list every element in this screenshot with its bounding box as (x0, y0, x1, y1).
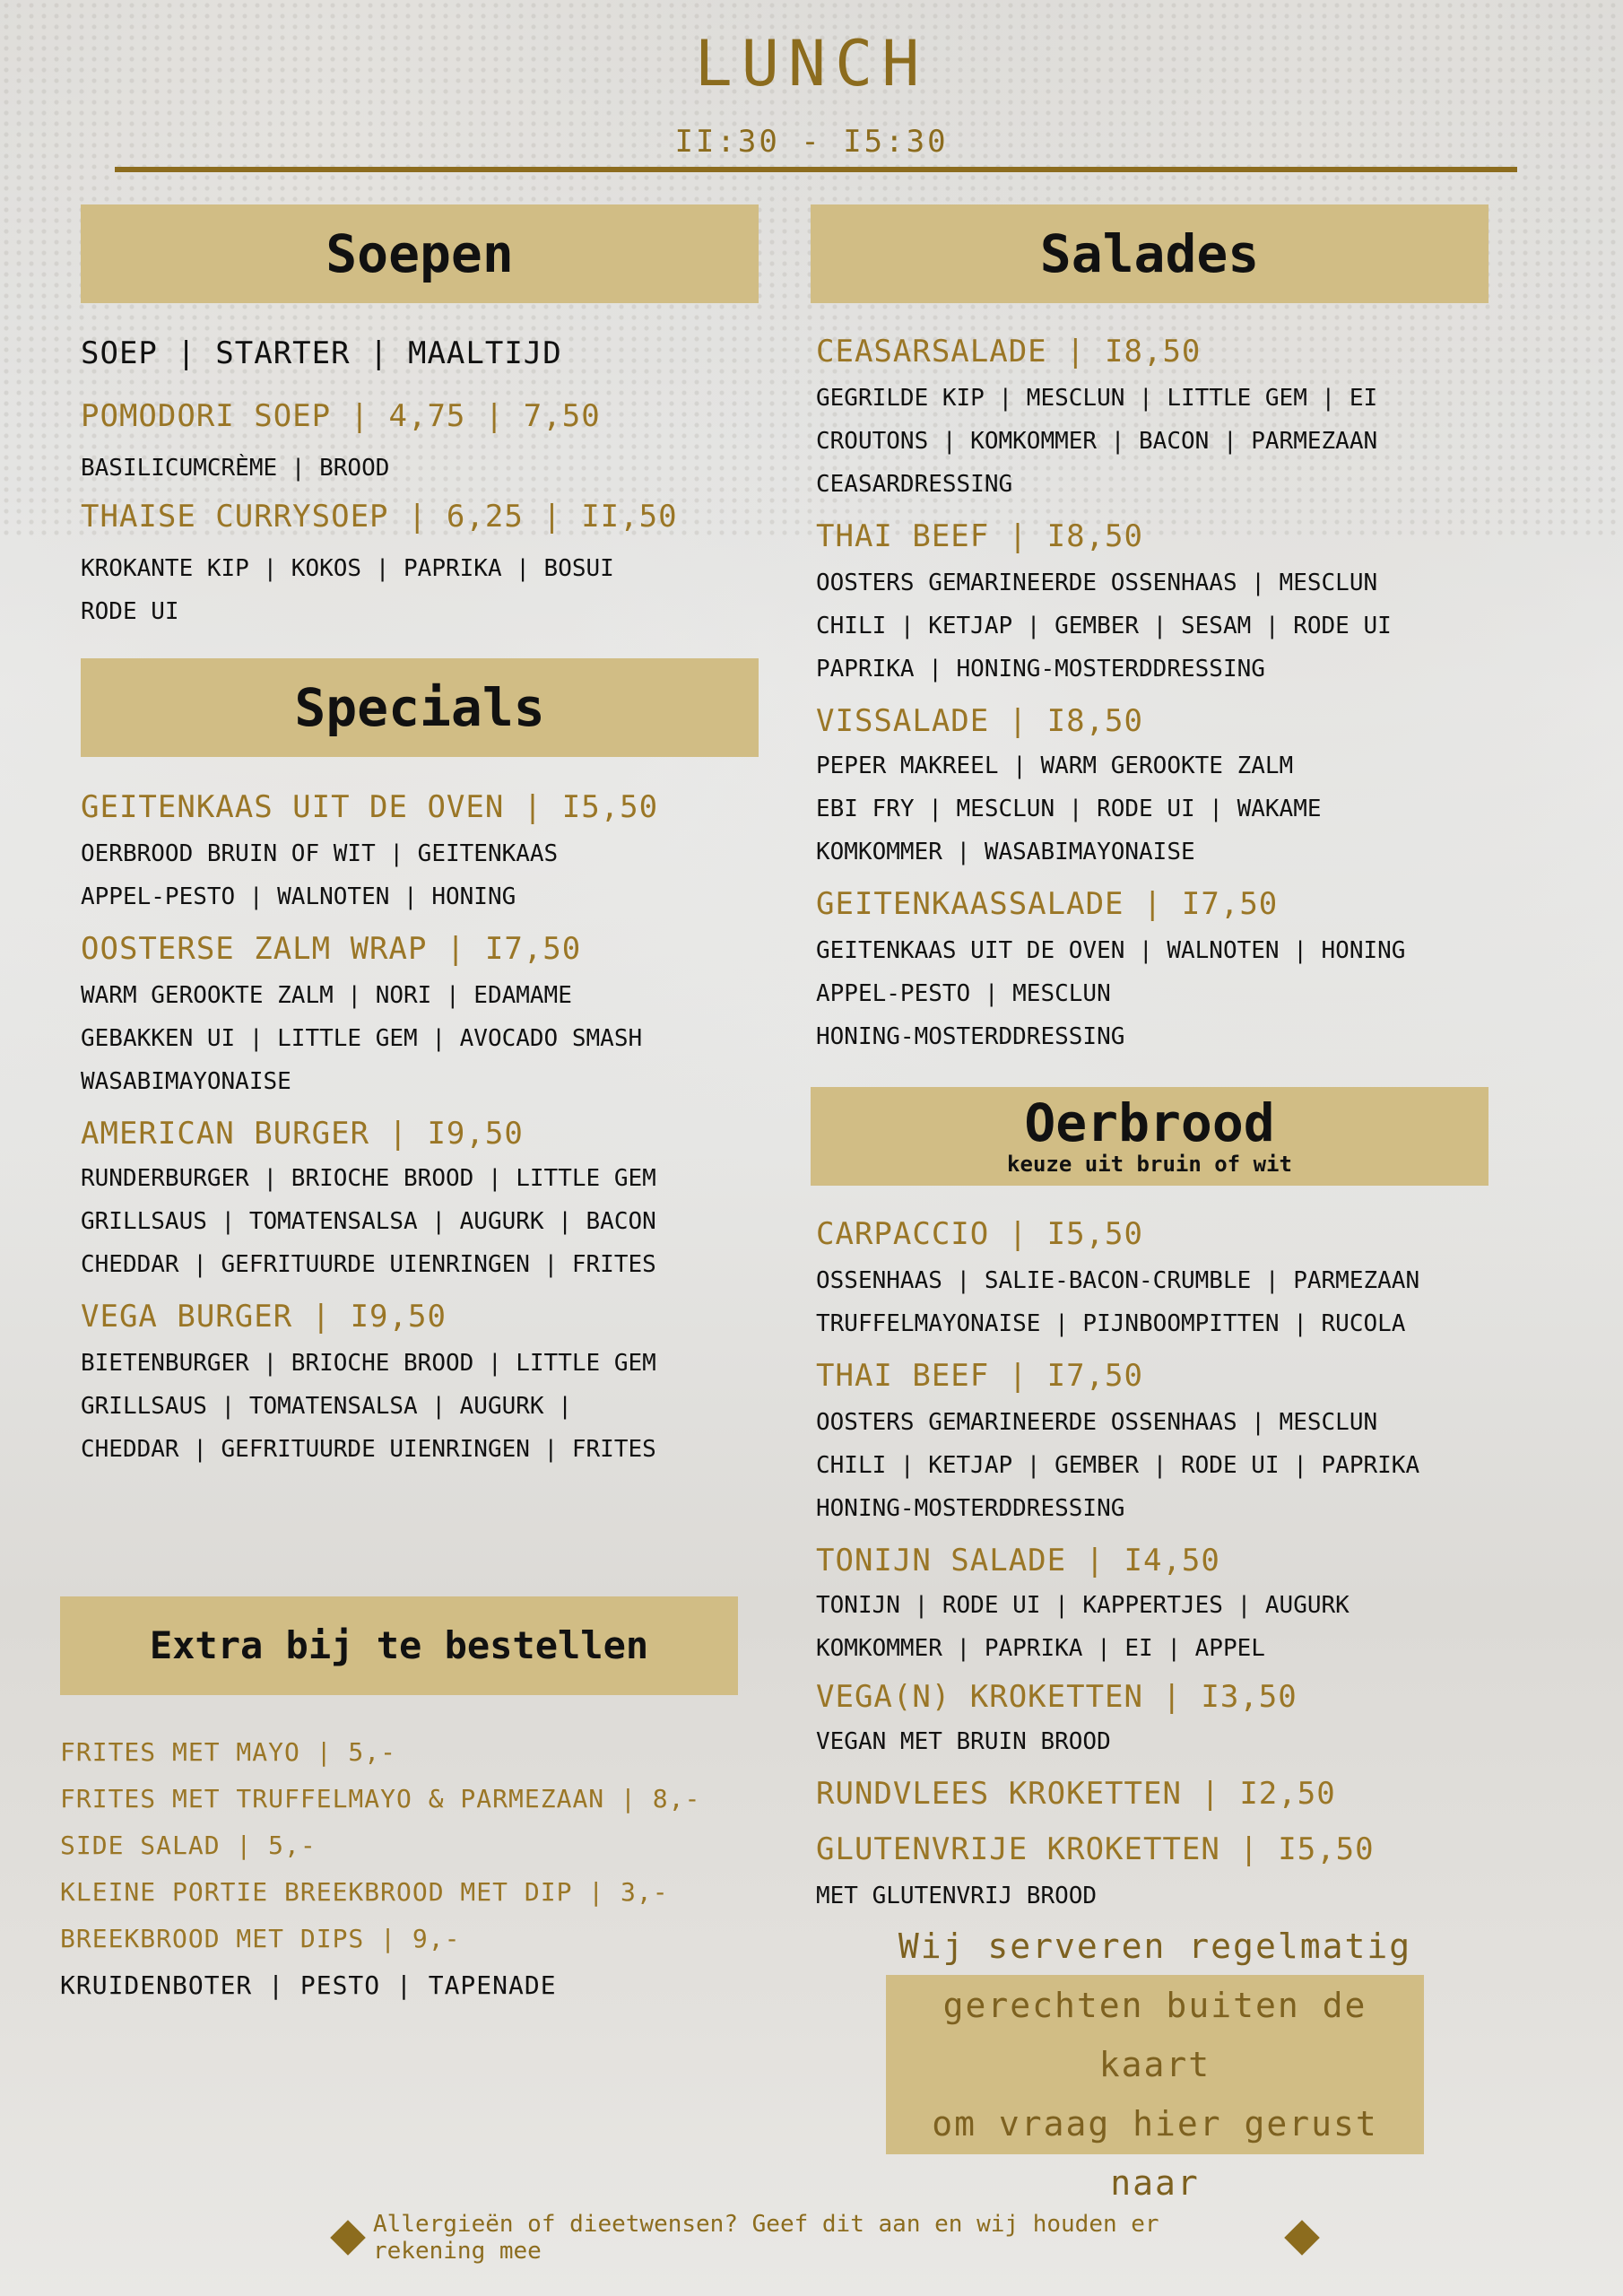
specials-banner (81, 658, 759, 757)
allergy-footer (323, 2211, 1327, 2265)
menu-item-title: OOSTERSE ZALM WRAP | I7,50 (81, 931, 582, 967)
menu-item-desc: CEASARDRESSING (816, 471, 1013, 498)
menu-item-desc: BASILICUMCRÈME | BROOD (81, 455, 390, 482)
menu-item-title: POMODORI SOEP | 4,75 | 7,50 (81, 398, 601, 434)
page-title: LUNCH (694, 27, 929, 100)
extra-item: FRITES MET MAYO | 5,- (60, 1737, 397, 1767)
menu-item-title: GLUTENVRIJE KROKETTEN | I5,50 (816, 1831, 1375, 1867)
menu-item-desc: KROKANTE KIP | KOKOS | PAPRIKA | BOSUI (81, 555, 614, 582)
menu-item-desc: APPEL-PESTO | WALNOTEN | HONING (81, 883, 516, 910)
menu-item-title: CEASARSALADE | I8,50 (816, 334, 1202, 370)
menu-item-desc: OSSENHAAS | SALIE-BACON-CRUMBLE | PARMEZAAN (816, 1267, 1420, 1294)
menu-item-title: CARPACCIO | I5,50 (816, 1216, 1143, 1252)
menu-item-title: TONIJN SALADE | I4,50 (816, 1543, 1220, 1578)
diamond-icon (1284, 2220, 1320, 2256)
menu-item-desc: OOSTERS GEMARINEERDE OSSENHAAS | MESCLUN (816, 570, 1378, 596)
menu-item-desc: GEITENKAAS UIT DE OVEN | WALNOTEN | HONING (816, 937, 1406, 964)
menu-item-title: THAISE CURRYSOEP | 6,25 | II,50 (81, 499, 678, 535)
menu-item-desc: APPEL-PESTO | MESCLUN (816, 980, 1111, 1007)
extra-dips-list: KRUIDENBOTER | PESTO | TAPENADE (60, 1970, 557, 2000)
menu-item-desc: WARM GEROOKTE ZALM | NORI | EDAMAME (81, 982, 572, 1009)
note-line: gerechten buiten de kaart (942, 1986, 1367, 2084)
menu-item-desc: GRILLSAUS | TOMATENSALSA | AUGURK | BACON (81, 1208, 656, 1235)
menu-item-desc: CHILI | KETJAP | GEMBER | SESAM | RODE UI (816, 613, 1392, 639)
menu-item-title: THAI BEEF | I8,50 (816, 518, 1143, 554)
menu-item-title: THAI BEEF | I7,50 (816, 1358, 1143, 1394)
menu-item-desc: MET GLUTENVRIJ BROOD (816, 1883, 1098, 1909)
salades-heading: Salades (1039, 223, 1260, 284)
soepen-heading: Soepen (325, 223, 514, 284)
menu-item-title: GEITENKAASSALADE | I7,50 (816, 886, 1279, 922)
menu-item-title: VEGA(N) KROKETTEN | I3,50 (816, 1679, 1298, 1715)
extra-banner (60, 1596, 738, 1695)
specials-heading: Specials (294, 677, 545, 738)
menu-item-desc: OERBROOD BRUIN OF WIT | GEITENKAAS (81, 840, 559, 867)
menu-item-title: GEITENKAAS UIT DE OVEN | I5,50 (81, 789, 659, 825)
menu-item-desc: VEGAN MET BRUIN BROOD (816, 1728, 1111, 1755)
menu-item-title: VISSALADE | I8,50 (816, 703, 1143, 739)
extra-item: KLEINE PORTIE BREEKBROOD MET DIP | 3,- (60, 1877, 669, 1907)
diamond-icon (330, 2220, 366, 2256)
menu-item-desc: PEPER MAKREEL | WARM GEROOKTE ZALM (816, 752, 1294, 779)
menu-item-desc: TRUFFELMAYONAISE | PIJNBOOMPITTEN | RUCOLA (816, 1310, 1406, 1337)
opening-hours: II:30 - I5:30 (674, 124, 949, 160)
menu-item-desc: CHEDDAR | GEFRITUURDE UIENRINGEN | FRITES (81, 1251, 656, 1278)
oerbrood-subheading: keuze uit bruin of wit (1007, 1151, 1292, 1177)
soepen-banner (81, 204, 759, 303)
footer-text: Allergieën of dieetwensen? Geef dit aan en wij houden er rekening mee (373, 2211, 1159, 2265)
note-line: om vraag hier gerust naar (932, 2104, 1378, 2203)
menu-item-title: AMERICAN BURGER | I9,50 (81, 1116, 524, 1152)
menu-item-title: RUNDVLEES KROKETTEN | I2,50 (816, 1776, 1336, 1812)
menu-item-desc: EBI FRY | MESCLUN | RODE UI | WAKAME (816, 796, 1322, 822)
title-divider (115, 167, 1517, 172)
menu-item-desc: CHILI | KETJAP | GEMBER | RODE UI | PAPRIKA (816, 1452, 1420, 1479)
menu-item-desc: HONING-MOSTERDDRESSING (816, 1495, 1125, 1522)
menu-item-desc: HONING-MOSTERDDRESSING (816, 1023, 1125, 1050)
menu-item-desc: CROUTONS | KOMKOMMER | BACON | PARMEZAAN (816, 428, 1378, 455)
salades-banner (811, 204, 1488, 303)
menu-item-desc: RUNDERBURGER | BRIOCHE BROOD | LITTLE GEM (81, 1165, 656, 1192)
menu-item-desc: KOMKOMMER | PAPRIKA | EI | APPEL (816, 1635, 1265, 1662)
menu-item-desc: CHEDDAR | GEFRITUURDE UIENRINGEN | FRITES (81, 1436, 656, 1463)
menu-item-desc: GEGRILDE KIP | MESCLUN | LITTLE GEM | EI (816, 385, 1378, 412)
menu-item-desc: OOSTERS GEMARINEERDE OSSENHAAS | MESCLUN (816, 1409, 1378, 1436)
menu-item-desc: PAPRIKA | HONING-MOSTERDDRESSING (816, 656, 1265, 683)
menu-item-title: VEGA BURGER | I9,50 (81, 1299, 447, 1335)
extra-heading: Extra bij te bestellen (149, 1623, 649, 1667)
menu-item-desc: GRILLSAUS | TOMATENSALSA | AUGURK | (81, 1393, 572, 1420)
menu-item-desc: GEBAKKEN UI | LITTLE GEM | AVOCADO SMASH (81, 1025, 643, 1052)
off-menu-note (886, 1926, 1424, 2203)
menu-item-desc: TONIJN | RODE UI | KAPPERTJES | AUGURK (816, 1592, 1350, 1619)
note-line: Wij serveren regelmatig (898, 1926, 1412, 1966)
menu-item-desc: RODE UI (81, 598, 179, 625)
menu-item-desc: KOMKOMMER | WASABIMAYONAISE (816, 839, 1195, 865)
oerbrood-heading: Oerbrood (1024, 1091, 1275, 1153)
oerbrood-banner (811, 1087, 1488, 1186)
menu-item-desc: WASABIMAYONAISE (81, 1068, 291, 1095)
menu-item-desc: BIETENBURGER | BRIOCHE BROOD | LITTLE GEM (81, 1350, 656, 1377)
extra-item: SIDE SALAD | 5,- (60, 1831, 317, 1860)
extra-item: BREEKBROOD MET DIPS | 9,- (60, 1924, 461, 1953)
soepen-price-columns: SOEP | STARTER | MAALTIJD (81, 335, 562, 371)
extra-item: FRITES MET TRUFFELMAYO & PARMEZAAN | 8,- (60, 1784, 701, 1813)
